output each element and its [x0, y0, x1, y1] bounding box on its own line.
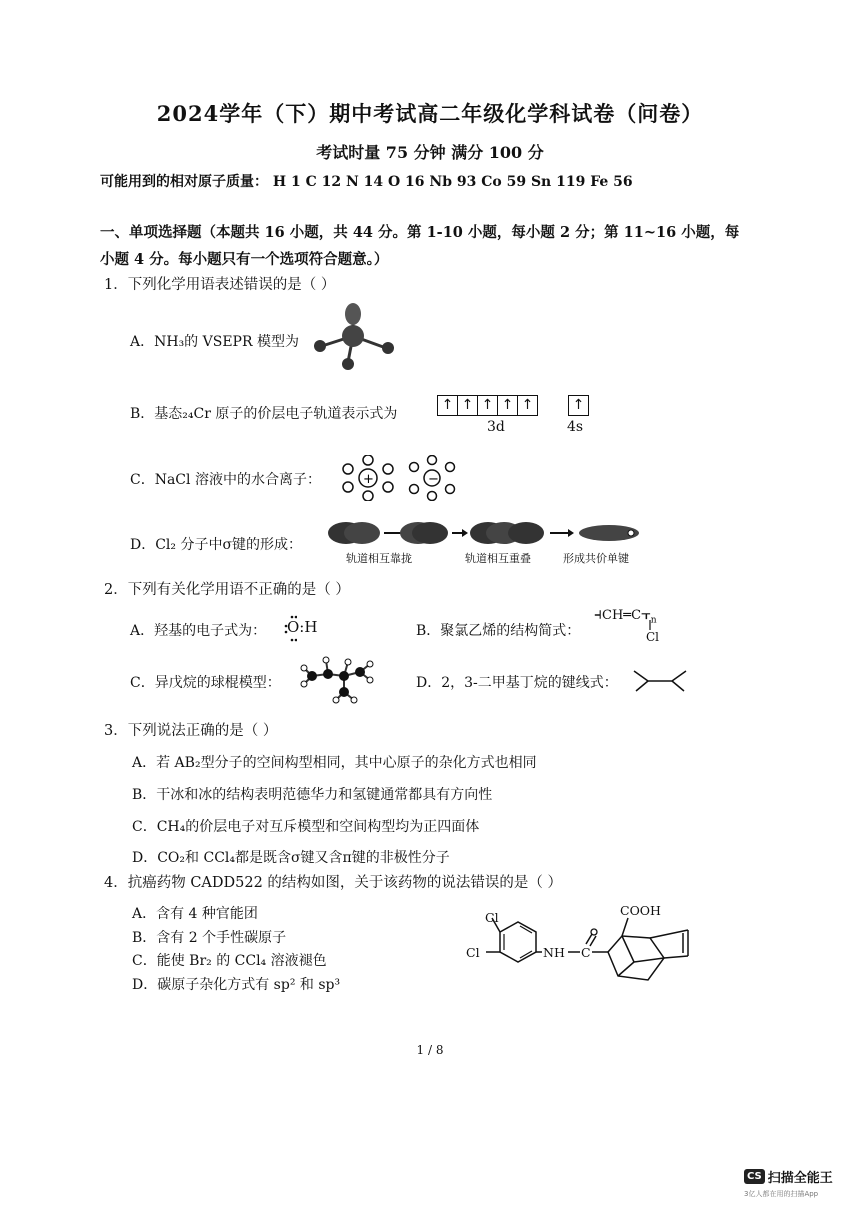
structure-nh: NH: [543, 945, 565, 960]
section-heading: 一、单项选择题（本题共 16 小题，共 44 分。第 1-10 小题，每小题 2 分；第 11~16 小题，每小题 4 分。每小题只有一个选项符合题意。）: [100, 224, 740, 268]
question-2-stem: 2．下列有关化学用语不正确的是（ ）: [104, 582, 350, 598]
hydrated-ions-image: [336, 455, 466, 501]
structure-cl-left: Cl: [466, 945, 480, 960]
exam-time-info: 考试时量 75 分钟 满分 100 分: [316, 143, 544, 162]
svg-text:−: −: [428, 472, 439, 487]
scanner-app-name: 扫描全能王: [767, 1171, 833, 1186]
q2-option-c: C．异戊烷的球棍模型：: [130, 675, 281, 691]
nh3-vsepr-model-image: [308, 300, 400, 372]
q4-option-c: C．能使 Br₂ 的 CCl₄ 溶液褪色: [132, 953, 327, 969]
question-3-stem: 3．下列说法正确的是（ ）: [104, 723, 278, 739]
sigma-step-2-label: 轨道相互重叠: [465, 552, 531, 565]
scanner-tagline: 3亿人都在用的扫描App: [744, 1190, 819, 1198]
page-title: 2024学年（下）期中考试高二年级化学科试卷（问卷）: [156, 101, 704, 126]
orbital-box-3d-1: ↑: [437, 395, 458, 416]
cr-3d-orbital-boxes: [437, 395, 538, 416]
pvc-formula: $⫞CH═C⫟_n$: [594, 604, 657, 626]
q4-option-b: B．含有 2 个手性碳原子: [132, 930, 287, 946]
scanner-logo-icon: CS: [744, 1169, 765, 1184]
sigma-step-1-label: 轨道相互靠拢: [346, 552, 412, 565]
q1-option-a: A．NH₃的 VSEPR 模型为: [130, 334, 299, 350]
q3-option-d: D．CO₂和 CCl₄都是既含σ键又含π键的非极性分子: [132, 850, 450, 866]
q2-option-d: D．2，3-二甲基丁烷的键线式：: [416, 675, 618, 691]
hydroxyl-formula-text: O:H: [287, 618, 318, 636]
cr-4s-orbital-box: [568, 395, 589, 416]
scanner-watermark: [744, 1166, 844, 1199]
q1-option-b: B．基态₂₄Cr 原子的价层电子轨道表示式为: [130, 406, 398, 422]
question-1-stem: 1．下列化学用语表述错误的是（ ）: [104, 277, 336, 293]
orbital-box-3d-3: ↑: [478, 395, 498, 416]
dimethylbutane-skeletal-image: [630, 667, 690, 695]
label-3d: 3d: [487, 419, 505, 435]
atomic-mass-list: 可能用到的相对原子质量： H 1 C 12 N 14 O 16 Nb 93 Co 59 Sn 119 Fe 56: [100, 174, 633, 190]
pvc-cl-bond: [646, 620, 656, 632]
q2-option-b: B．聚氯乙烯的结构简式：: [416, 623, 581, 639]
sigma-step-3-label: 形成共价单键: [563, 552, 629, 565]
orbital-box-3d-5: ↑: [518, 395, 538, 416]
structure-carbonyl-c: C: [581, 945, 591, 960]
q3-option-c: C．CH₄的价层电子对互斥模型和空间构型均为正四面体: [132, 819, 480, 835]
lone-pair-dots: [283, 612, 297, 642]
sigma-bond-formation-image: [326, 516, 646, 550]
q3-option-b: B．干冰和冰的结构表明范德华力和氢键通常都具有方向性: [132, 787, 493, 803]
orbital-box-3d-4: ↑: [498, 395, 518, 416]
svg-text:+: +: [363, 472, 374, 487]
q4-option-a: A．含有 4 种官能团: [132, 906, 258, 922]
page-number: 1 / 8: [416, 1043, 444, 1057]
q4-option-d: D．碳原子杂化方式有 sp² 和 sp³: [132, 977, 341, 993]
q2-option-a: A．羟基的电子式为：: [130, 623, 267, 639]
q1-option-c: C．NaCl 溶液中的水合离子：: [130, 472, 321, 488]
isopentane-ball-stick-image: [298, 652, 378, 706]
question-4-stem: 4．抗癌药物 CADD522 的结构如图，关于该药物的说法错误的是（ ）: [104, 875, 563, 891]
q3-option-a: A．若 AB₂型分子的空间构型相同，其中心原子的杂化方式也相同: [132, 755, 537, 771]
pvc-cl: Cl: [646, 630, 660, 644]
structure-cl-top: Cl: [485, 910, 499, 925]
q1-option-d: D．Cl₂ 分子中σ键的形成：: [130, 537, 303, 553]
structure-cooh: COOH: [620, 903, 661, 918]
pvc-n: n: [650, 615, 657, 626]
orbital-box-4s: ↑: [568, 395, 589, 416]
pvc-chain: CH═C: [602, 608, 642, 623]
orbital-box-3d-2: ↑: [458, 395, 478, 416]
label-4s: 4s: [567, 419, 584, 435]
